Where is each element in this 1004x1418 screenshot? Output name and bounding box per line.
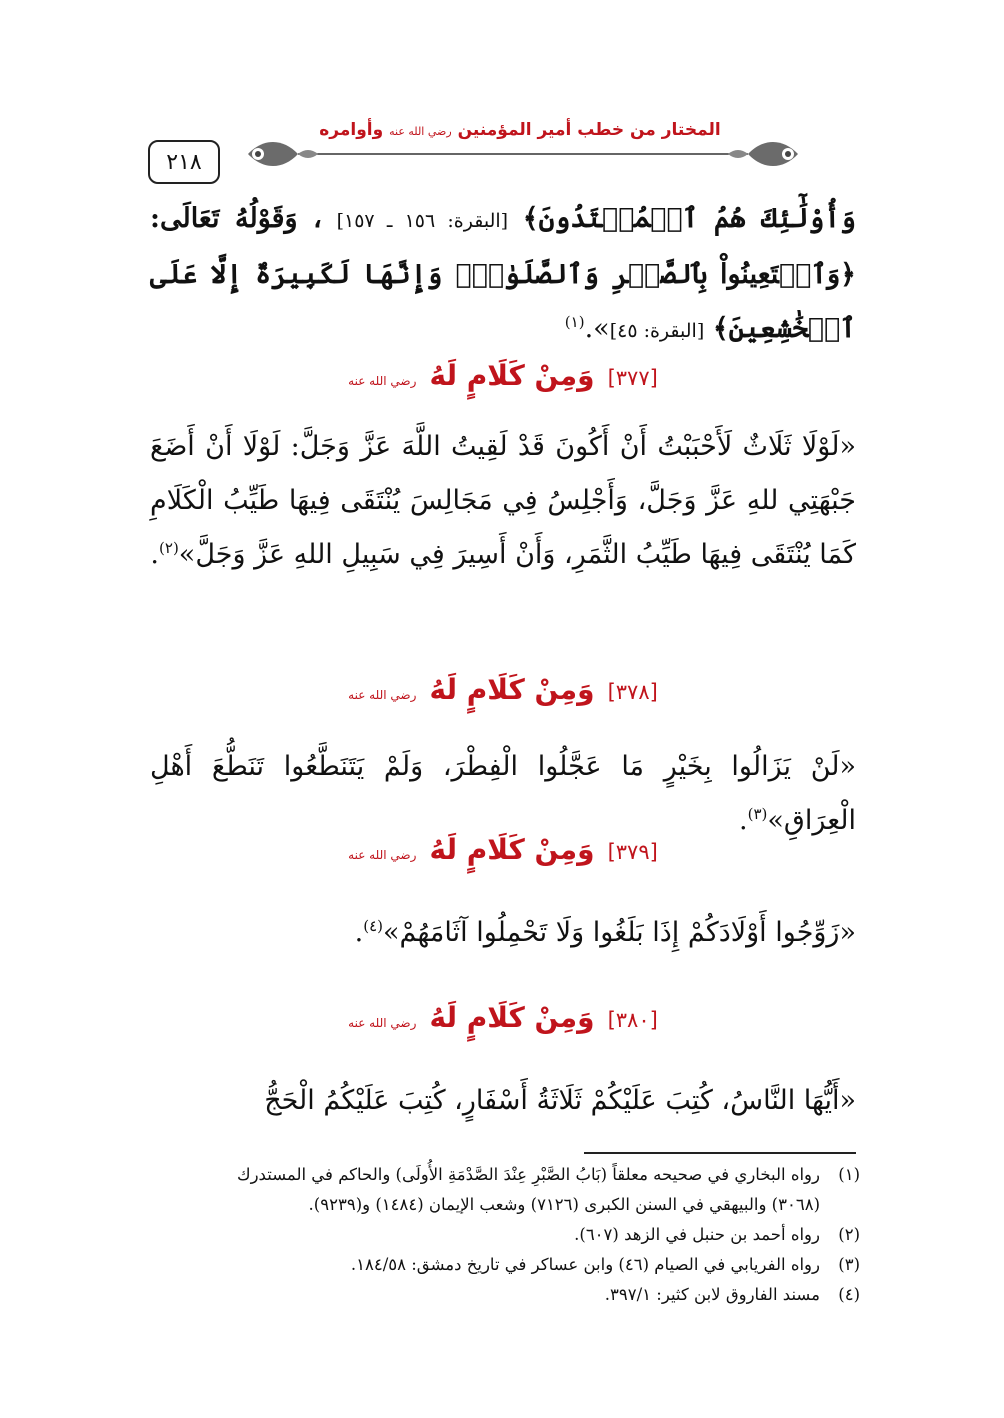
- section-heading: [150, 670, 856, 710]
- footnote-marker: (٢): [838, 1225, 860, 1244]
- page-number: [148, 140, 220, 184]
- footnote: [150, 1250, 860, 1280]
- intro-paragraph: [150, 192, 856, 358]
- footnote-text: مسند الفاروق لابن كثير: ٣٩٧/١.: [604, 1285, 820, 1304]
- quran-verse: بِٱلصَّبۡرِ وَٱلصَّلَوٰةِۚ وَإِنَّهَا لَكَبِيرَةٌ إِلَّا عَلَى ٱلۡخَٰشِعِينَ﴾: [150, 259, 856, 344]
- quran-verse: وَأُوْلَٰٓئِكَ هُمُ ٱلۡمُهۡتَدُونَ﴾: [522, 203, 856, 234]
- section-heading: [150, 998, 856, 1038]
- saying-text: «أَيُّهَا النَّاسُ، كُتِبَ عَلَيْكُمْ ثَلَاثَةُ أَسْفَارٍ، كُتِبَ عَلَيْكُمُ الْحَجُّ: [264, 1085, 856, 1116]
- verse-reference: [البقرة: ٤٥]: [609, 320, 705, 342]
- section-honorific: رضي الله عنه: [348, 374, 417, 388]
- sentence-end: .: [150, 539, 160, 570]
- section-honorific: رضي الله عنه: [348, 848, 417, 862]
- verse-reference: [البقرة: ١٥٦ ـ ١٥٧]: [336, 210, 509, 232]
- section-text: [150, 906, 856, 960]
- header-ornament-icon: [228, 134, 818, 174]
- section-text: [150, 420, 856, 582]
- section-title: وَمِنْ كَلَامٍ لَهُ: [429, 1001, 595, 1034]
- running-suffix: وأوامره: [319, 120, 384, 140]
- section-heading: [150, 356, 856, 396]
- footnote-marker: (٣): [838, 1255, 860, 1274]
- footnote-separator: [584, 1152, 856, 1154]
- footnote-ref: (٢): [159, 539, 179, 557]
- footnotes: [150, 1160, 860, 1310]
- section-honorific: رضي الله عنه: [348, 688, 417, 702]
- saying-text: «لَنْ يَزَالُوا بِخَيْرٍ مَا عَجَّلُوا الْفِطْرَ، وَلَمْ يَتَنَطَّعُوا تَنَطُّعَ أَهْلِ الْعِرَاقِ»: [150, 751, 856, 836]
- running-title: المختار من خطب أمير المؤمنين: [457, 120, 721, 140]
- intro-text: ، وَقَوْلُهُ تَعَالَى: ﴿وَٱسۡتَعِينُواْ: [150, 203, 856, 290]
- footnote-ref: (١): [564, 313, 585, 331]
- section-honorific: رضي الله عنه: [348, 1016, 417, 1030]
- footnote-continuation: (٣٠٦٨) والبيهقي في السنن الكبرى (٧١٢٦) وشعب الإيمان (١٤٨٤) و(٩٢٣٩).: [308, 1195, 820, 1214]
- section-title: وَمِنْ كَلَامٍ لَهُ: [429, 833, 595, 866]
- closing-quote: ».: [584, 313, 610, 344]
- section-text: [150, 1074, 856, 1128]
- section-title: وَمِنْ كَلَامٍ لَهُ: [429, 673, 595, 706]
- saying-text: «لَوْلَا ثَلَاثٌ لَأَحْبَبْتُ أَنْ أَكُونَ قَدْ لَقِيتُ اللَّهَ عَزَّ وَجَلَّ: لَوْلَا أَنْ أَضَعَ جَبْهَتِي للهِ عَزَّ وَجَلَّ، وَأَجْلِسُ فِي مَجَالِسَ يُنْتَقَى فِيهَا طَيِّبُ الْكَلَامِ كَمَا يُنْتَقَى فِيهَا طَيِّبُ الثَّمَرِ، وَأَنْ أَسِيرَ فِي سَبِيلِ اللهِ عَزَّ وَجَلَّ»: [150, 431, 856, 570]
- footnote-ref: (٤): [363, 917, 383, 935]
- section-number: [٣٨٠]: [607, 1008, 658, 1032]
- footnote: [150, 1220, 860, 1250]
- section-title: وَمِنْ كَلَامٍ لَهُ: [429, 359, 595, 392]
- footnote-marker: (١): [838, 1165, 860, 1184]
- section-number: [٣٧٧]: [607, 366, 658, 390]
- page-number-text: ٢١٨: [166, 149, 202, 175]
- section-number: [٣٧٩]: [607, 840, 658, 864]
- sentence-end: .: [739, 805, 748, 836]
- footnote-marker: (٤): [838, 1285, 860, 1304]
- running-header: [300, 120, 740, 140]
- running-honorific: رضي الله عنه: [389, 125, 452, 138]
- footnote: [150, 1160, 860, 1220]
- section-heading: [150, 830, 856, 870]
- sentence-end: .: [354, 917, 364, 948]
- footnote: [150, 1280, 860, 1310]
- footnote-text: رواه البخاري في صحيحه معلقاً (بَابُ الصَّبْرِ عِنْدَ الصَّدْمَةِ الأُولَى) والحاكم في المستدرك: [236, 1165, 820, 1184]
- section-number: [٣٧٨]: [607, 680, 658, 704]
- saying-text: «زَوِّجُوا أَوْلَادَكُمْ إِذَا بَلَغُوا وَلَا تَحْمِلُوا آثَامَهُمْ»: [383, 917, 856, 948]
- footnote-text: رواه الفريابي في الصيام (٤٦) وابن عساكر في تاريخ دمشق: ١٨٤/٥٨.: [350, 1255, 820, 1274]
- footnote-ref: (٣): [747, 805, 768, 823]
- footnote-text: رواه أحمد بن حنبل في الزهد (٦٠٧).: [574, 1225, 820, 1244]
